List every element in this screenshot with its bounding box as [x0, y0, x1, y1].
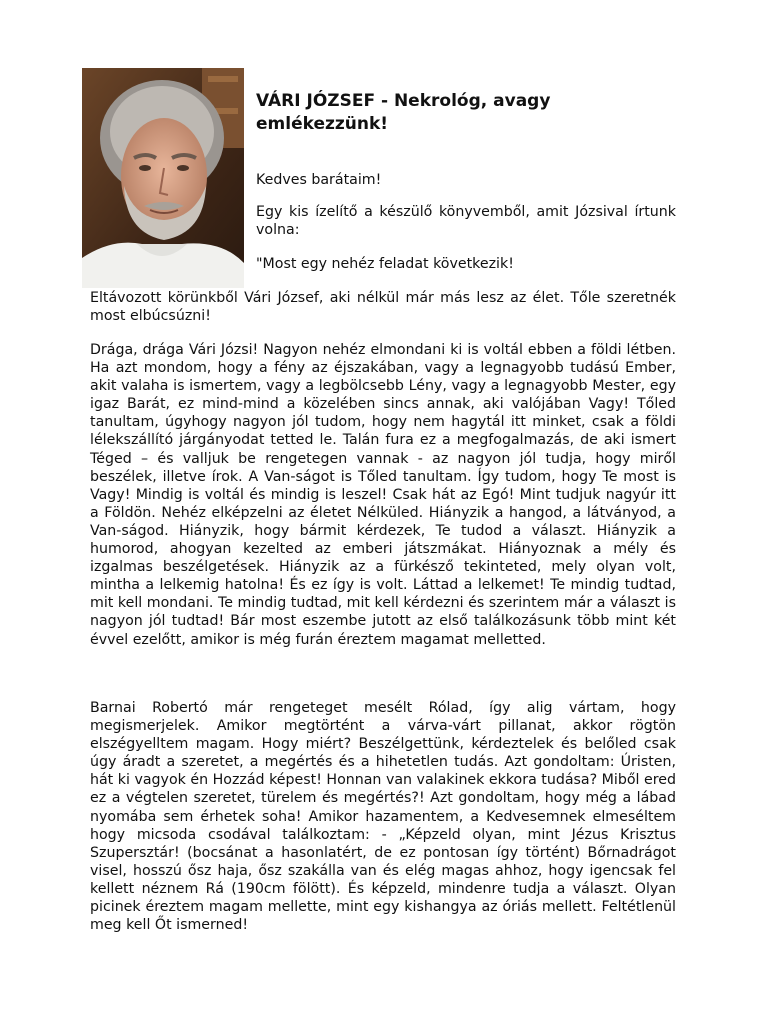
- page-title: VÁRI JÓZSEF - Nekrológ, avagy emlékezzünk!: [256, 91, 551, 134]
- paragraph-3: Barnai Robertó már rengeteget mesélt Rólad, így alig vártam, hogy megismerjelek. Amikor megtörtént a várva-várt pillanat, akkor rögtön elszégyelltem magam. Hogy miért? Beszélgettünk, kérdeztelek és belőled csak úgy áradt a szeretet, a megértés és a hihetetlen tudás. Azt gondoltam: Úristen, hát ki vagyok én Hozzád képest! Honnan van valakinek ekkora tudása? Miből ered ez a végtelen szeretet, türelem és megértés?! Azt gondoltam, hogy még a lábad nyomába sem érhetek soha! Amikor hazamentem, a Kedvesemnek elmeséltem hogy micsoda csodával találkoztam: - „Képzeld olyan, mint Jézus Krisztus Szupersztár! (bocsánat a hasonlatért, de ez pontosan így történt) Bőrnadrágot visel, hosszú ősz haja, ősz szakálla van és elég magas ahhoz, hogy igencsak fel kellett néznem Rá (190cm fölött). És képzeld, mindenre tudja a választ. Olyan picinek éreztem magam mellette, mint egy kishangya az óriás mellett. Feltétlenül meg kell Őt ismerned!: [90, 700, 676, 934]
- paragraph-1: Eltávozott körünkből Vári József, aki nélkül már más lesz az élet. Tőle szeretnék most elbúcsúzni!: [90, 290, 676, 325]
- greeting-text: Kedves barátaim!: [256, 172, 382, 188]
- intro-paragraph: Egy kis ízelítő a készülő könyvemből, amit Józsival írtunk volna:: [256, 204, 676, 239]
- portrait-photo: [82, 68, 244, 288]
- quote-opening: "Most egy nehéz feladat következik!: [256, 256, 514, 272]
- paragraph-2: Drága, drága Vári Józsi! Nagyon nehéz elmondani ki is voltál ebben a földi létben. Ha azt mondom, hogy a fény az éjszakában, vagy a legnagyobb tudású Ember, akit valaha is ismertem, vagy a legbölcsebb Lény, vagy a legnagyobb Mester, egy igaz Barát, ez mind-mind a közelében sincs annak, aki valójában Vagy! Tőled tanultam, úgyhogy nagyon jól tudom, hogy nem hagytál itt minket, csak a földi lélekszállító járgányodat tetted le. Talán fura ez a megfogalmazás, de aki ismert Téged – és valljuk be rengetegen vannak - az nagyon jól tudja, hogy miről beszélek, illetve írok. A Van-ságot is Tőled tanultam. Így tudom, hogy Te most is Vagy! Mindig is voltál és mindig is leszel! Csak hát az Egó! Mint tudjuk nagyúr itt a Földön. Nehéz elképzelni az életet Nélküled. Hiányzik a hangod, a látványod, a Van-ságod. Hiányzik, hogy bármit kérdezek, Te tudod a választ. Hiányzik a humorod, ahogyan kezelted az emberi játszmákat. Hiányoznak a mély és izgalmas beszélgetések. Hiányzik az a fürkésző tekinteted, mely olyan volt, mintha a lelkemig hatolna! És ez így is volt. Láttad a lelkemet! Te mindig tudtad, mit kell mondani. Te mindig tudtad, mit kell kérdezni és szerintem már a választ is nagyon jól tudtad! Bár most eszembe jutott az első találkozásunk több mint két évvel ezelőtt, amikor is még furán éreztem magamat melletted.: [90, 342, 676, 648]
